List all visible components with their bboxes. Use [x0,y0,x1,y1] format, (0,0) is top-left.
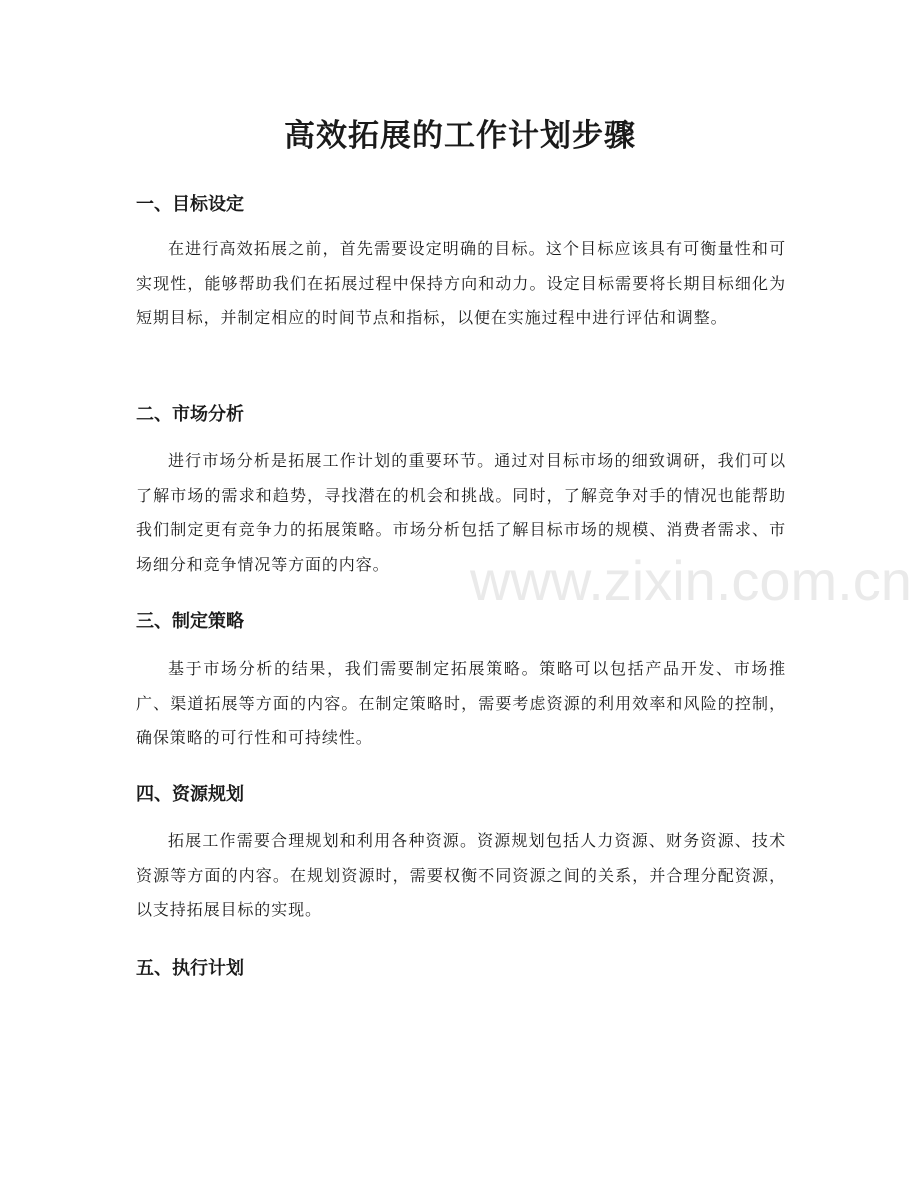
section-heading-goal-setting: 一、目标设定 [136,194,244,215]
section-body-goal-setting: 在进行高效拓展之前，首先需要设定明确的目标。这个目标应该具有可衡量性和可实现性，能够帮助我们在拓展过程中保持方向和动力。设定目标需要将长期目标细化为短期目标，并制定相应的时间节点和指标，以便在实施过程中进行评估和调整。 [136,239,786,327]
section-body-strategy: 基于市场分析的结果，我们需要制定拓展策略。策略可以包括产品开发、市场推广、渠道拓展等方面的内容。在制定策略时，需要考虑资源的利用效率和风险的控制，确保策略的可行性和可持续性。 [136,659,786,747]
section-body-resource-planning: 拓展工作需要合理规划和利用各种资源。资源规划包括人力资源、财务资源、技术资源等方面的内容。在规划资源时，需要权衡不同资源之间的关系，并合理分配资源，以支持拓展目标的实现。 [136,831,786,919]
section-heading-execution-plan: 五、执行计划 [136,958,244,979]
section-heading-resource-planning: 四、资源规划 [136,784,244,805]
section-heading-strategy: 三、制定策略 [136,611,244,632]
section-body-market-analysis: 进行市场分析是拓展工作计划的重要环节。通过对目标市场的细致调研，我们可以了解市场的需求和趋势，寻找潜在的机会和挑战。同时，了解竞争对手的情况也能帮助我们制定更有竞争力的拓展策略。市场分析包括了解目标市场的规模、消费者需求、市场细分和竞争情况等方面的内容。 [136,451,786,574]
section-heading-market-analysis: 二、市场分析 [136,404,244,425]
document-title: 高效拓展的工作计划步骤 [284,118,636,154]
watermark: www.zixin.com.cn [470,549,912,612]
